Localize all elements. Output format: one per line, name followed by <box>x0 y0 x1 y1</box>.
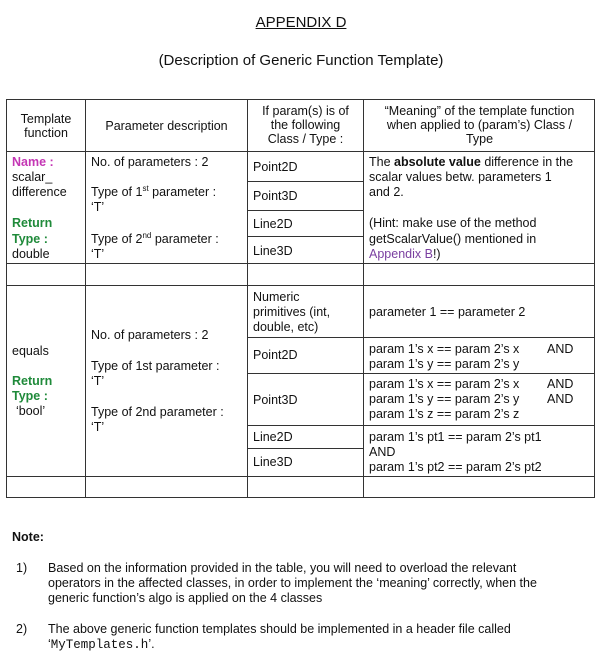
header-filename: MyTemplates.h <box>50 638 149 652</box>
param1-type-value: ‘T’ <box>91 200 105 214</box>
return-type-value-2: ‘bool’ <box>16 404 46 418</box>
return-type-label: Type : <box>12 232 48 246</box>
return-type-label-2: Type : <box>12 389 48 403</box>
meaning-line-pt2: param 1’s pt2 == param 2’s pt2 <box>369 460 542 474</box>
class-line2d-2: Line2D <box>253 430 293 444</box>
note-heading: Note: <box>12 530 44 544</box>
return-label: Return <box>12 216 53 230</box>
hint-line1: (Hint: make use of the method <box>369 216 537 230</box>
appendix-title: APPENDIX D <box>255 14 347 31</box>
function-name-part1: scalar_ <box>12 170 53 184</box>
class-point3d-2: Point3D <box>253 393 298 407</box>
meaning-point3d-and2: AND <box>547 392 574 406</box>
param2-type-label: Type of 2nd parameter : <box>91 230 219 246</box>
note1-number: 1) <box>16 561 28 575</box>
param1-type-value-2: ‘T’ <box>91 374 105 388</box>
class-numeric-3: double, etc) <box>253 320 319 334</box>
note2-line1: The above generic function templates should be implemented in a header file called <box>48 622 511 636</box>
note1-line2: operators in the affected classes, in order to implement the ‘meaning’ correctly, when the <box>48 576 537 590</box>
meaning-point2d-x: param 1’s x == param 2’s x <box>369 342 520 356</box>
class-point2d: Point2D <box>253 160 298 174</box>
class-numeric-2: primitives (int, <box>253 305 331 319</box>
return-label-2: Return <box>12 374 53 388</box>
col-header-template-function: Template function <box>20 112 72 140</box>
num-params-2: No. of parameters : 2 <box>91 328 209 342</box>
class-point3d: Point3D <box>253 189 298 203</box>
function-name-part2: difference <box>12 185 67 199</box>
name-label: Name : <box>12 155 54 169</box>
hint-line3: Appendix B!) <box>369 247 441 261</box>
appendix-subtitle: (Description of Generic Function Template) <box>158 52 444 69</box>
meaning-line-pt1: param 1’s pt1 == param 2’s pt1 <box>369 430 542 444</box>
param2-type-label-2: Type of 2nd parameter : <box>91 405 224 419</box>
hint-line2: getScalarValue() mentioned in <box>369 232 537 246</box>
note2-line2: ‘MyTemplates.h’. <box>48 637 155 652</box>
param1-type-label-2: Type of 1st parameter : <box>91 359 220 373</box>
class-line3d-2: Line3D <box>253 455 293 469</box>
class-numeric-1: Numeric <box>253 290 300 304</box>
class-line3d: Line3D <box>253 244 293 258</box>
param1-type-label: Type of 1st parameter : <box>91 183 217 199</box>
meaning-line3: and 2. <box>369 185 404 199</box>
class-point2d-2: Point2D <box>253 348 298 362</box>
col-header-meaning: “Meaning” of the template function when applied to (param’s) Class / Type <box>384 104 575 146</box>
class-line2d: Line2D <box>253 217 293 231</box>
col-header-class-type: If param(s) is of the following Class / Type : <box>262 104 349 146</box>
meaning-line1: The absolute value difference in the <box>369 155 574 169</box>
meaning-point3d-y: param 1’s y == param 2’s y <box>369 392 520 406</box>
meaning-line-and: AND <box>369 445 396 459</box>
num-params: No. of parameters : 2 <box>91 155 209 169</box>
note1-line1: Based on the information provided in the table, you will need to overload the relevant <box>48 561 517 575</box>
function-name-equals: equals <box>12 344 49 358</box>
meaning-numeric: parameter 1 == parameter 2 <box>369 305 526 319</box>
meaning-point3d-and1: AND <box>547 377 574 391</box>
param2-type-value: ‘T’ <box>91 247 105 261</box>
note2-number: 2) <box>16 622 28 636</box>
meaning-point3d-z: param 1’s z == param 2’s z <box>369 407 520 421</box>
param2-type-value-2: ‘T’ <box>91 420 105 434</box>
meaning-point3d-x: param 1’s x == param 2’s x <box>369 377 520 391</box>
meaning-line2: scalar values betw. parameters 1 <box>369 170 552 184</box>
appendix-b-link[interactable]: Appendix B <box>369 247 433 261</box>
note1-line3: generic function’s algo is applied on the 4 classes <box>48 591 323 605</box>
return-type-value: double <box>12 247 50 261</box>
meaning-point2d-y: param 1’s y == param 2’s y <box>369 357 520 371</box>
col-header-parameter-description: Parameter description <box>105 119 228 133</box>
meaning-point2d-and: AND <box>547 342 574 356</box>
